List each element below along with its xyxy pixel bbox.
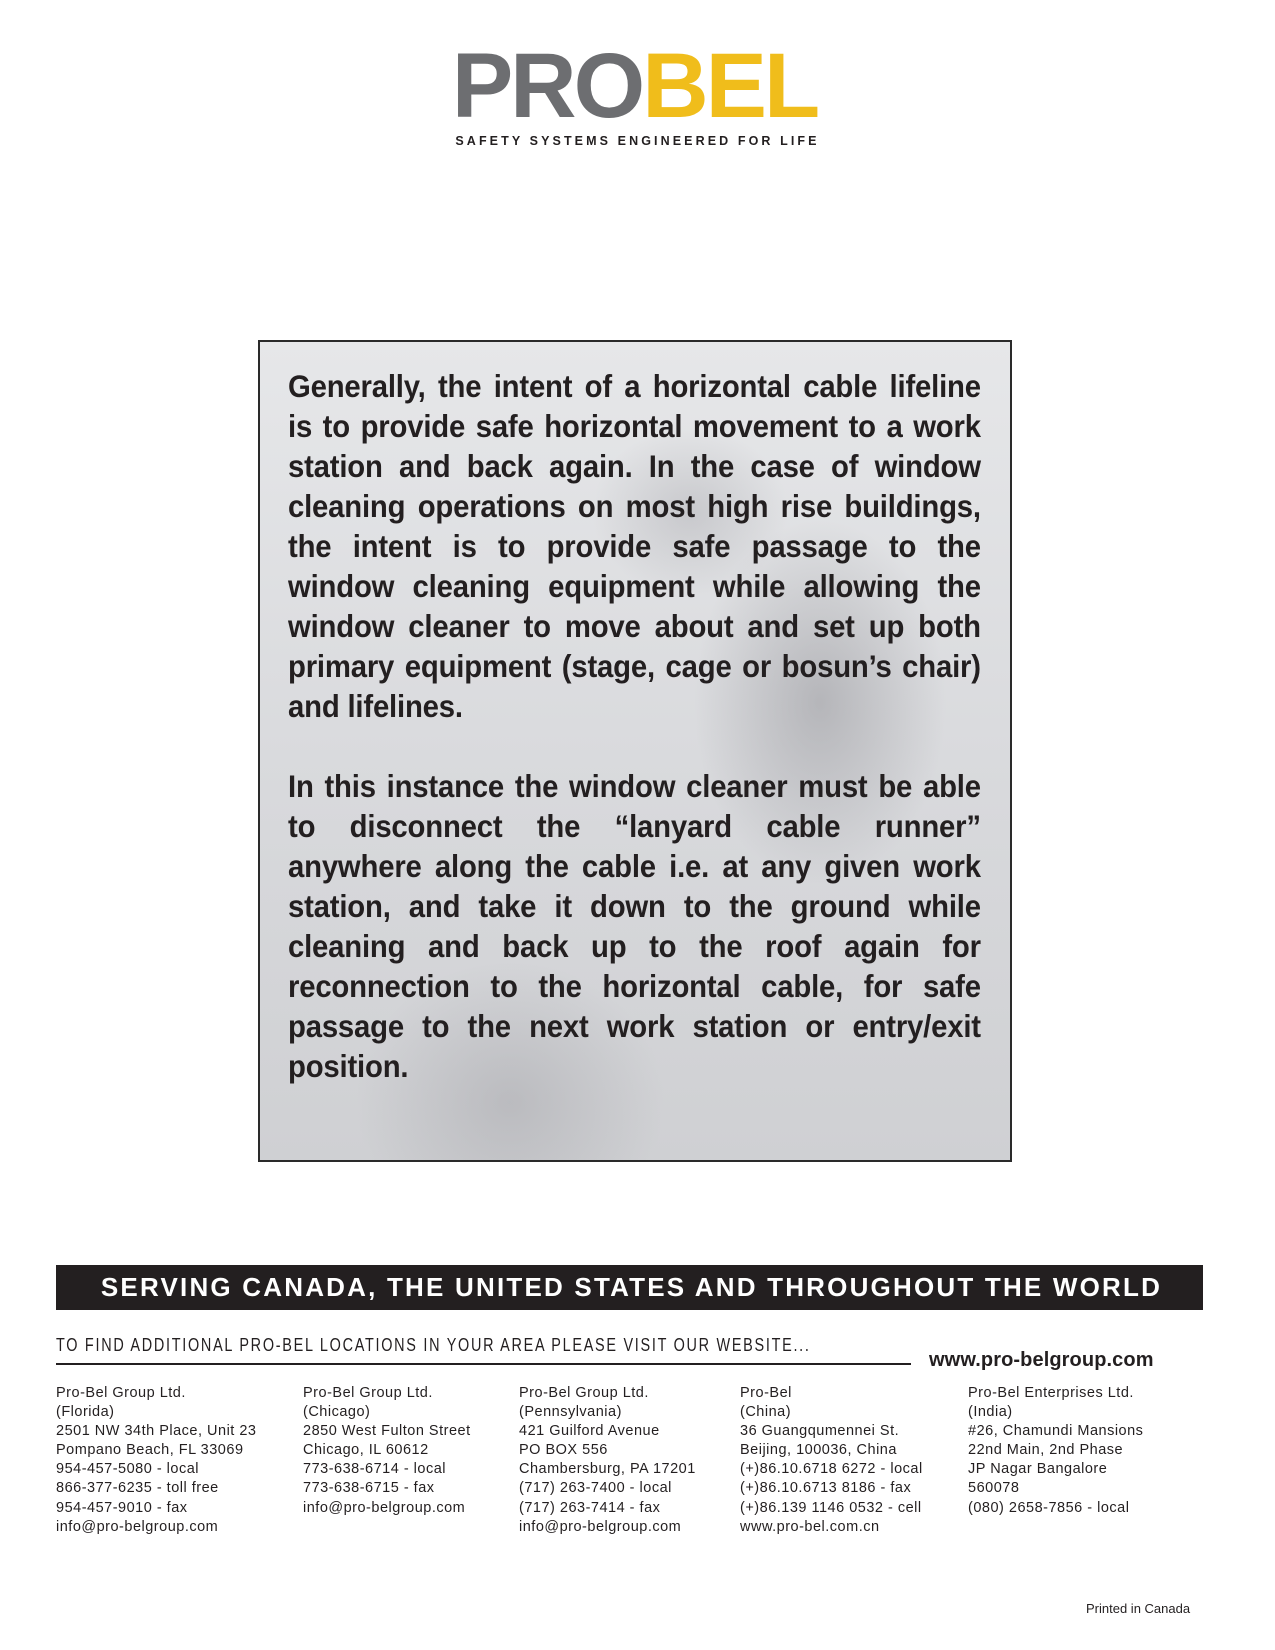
- office-line: 36 Guangqumennei St.: [740, 1423, 900, 1440]
- probel-logo: [0, 35, 1275, 137]
- office-line: 954-457-5080 - local: [56, 1461, 200, 1478]
- logo-bel: BEL: [642, 35, 818, 137]
- office-line: Chicago, IL 60612: [303, 1442, 429, 1459]
- office-line: Pro-Bel Group Ltd.: [56, 1385, 186, 1401]
- office-line: Pro-Bel Enterprises Ltd.: [968, 1385, 1134, 1401]
- office-chicago: [303, 1384, 471, 1518]
- paragraph-2: In this instance the window cleaner must be able to disconnect the “lanyard cable runner” anywhere along the cable i.e. at any given work station, and take it down to the ground while cleaning and back up to the roof again for reconnection to the horizontal cable, for safe passage to the next work station or entry/exit position.: [288, 768, 981, 1084]
- locator-text: TO FIND ADDITIONAL PRO-BEL LOCATIONS IN YOUR AREA PLEASE VISIT OUR WEBSITE...: [56, 1334, 811, 1355]
- office-line: 2850 West Fulton Street: [303, 1423, 471, 1440]
- office-line: Beijing, 100036, China: [740, 1442, 897, 1459]
- office-line: (China): [740, 1404, 792, 1421]
- office-email[interactable]: info@pro-belgroup.com: [519, 1518, 682, 1535]
- office-line: (+)86.10.6713 8186 - fax: [740, 1480, 912, 1497]
- office-line: (India): [968, 1404, 1013, 1421]
- office-line: (Pennsylvania): [519, 1404, 622, 1421]
- logo-pro: PRO: [451, 35, 643, 137]
- logo-wordmark: [451, 35, 818, 137]
- office-line: #26, Chamundi Mansions: [968, 1423, 1144, 1440]
- office-line: 954-457-9010 - fax: [56, 1499, 188, 1516]
- office-line: 22nd Main, 2nd Phase: [968, 1442, 1124, 1459]
- office-line: 773-638-6715 - fax: [303, 1480, 435, 1497]
- office-line: (+)86.10.6718 6272 - local: [740, 1461, 923, 1478]
- office-line: (Chicago): [303, 1404, 371, 1421]
- office-pennsylvania: [519, 1384, 696, 1537]
- serving-banner: SERVING CANADA, THE UNITED STATES AND THROUGHOUT THE WORLD: [56, 1265, 1203, 1310]
- office-email[interactable]: info@pro-belgroup.com: [303, 1499, 466, 1516]
- office-line: 2501 NW 34th Place, Unit 23: [56, 1423, 257, 1440]
- office-line: 421 Guilford Avenue: [519, 1423, 660, 1440]
- office-line: Pro-Bel: [740, 1385, 792, 1401]
- office-website[interactable]: www.pro-bel.com.cn: [740, 1518, 880, 1535]
- office-line: PO BOX 556: [519, 1442, 608, 1459]
- office-line: Pompano Beach, FL 33069: [56, 1442, 244, 1459]
- office-line: 773-638-6714 - local: [303, 1461, 447, 1478]
- office-email[interactable]: info@pro-belgroup.com: [56, 1518, 219, 1535]
- office-florida: [56, 1384, 257, 1537]
- website-link[interactable]: www.pro-belgroup.com: [929, 1349, 1154, 1371]
- office-line: Pro-Bel Group Ltd.: [519, 1385, 649, 1401]
- office-line: (717) 263-7400 - local: [519, 1480, 672, 1497]
- office-line: (080) 2658-7856 - local: [968, 1499, 1130, 1516]
- body-text: [288, 366, 981, 1126]
- office-line: 866-377-6235 - toll free: [56, 1480, 219, 1497]
- divider: [56, 1363, 911, 1365]
- office-line: (+)86.139 1146 0532 - cell: [740, 1499, 922, 1516]
- office-china: [740, 1384, 923, 1537]
- logo-tagline: SAFETY SYSTEMS ENGINEERED FOR LIFE: [455, 134, 820, 148]
- office-line: 560078: [968, 1480, 1020, 1497]
- office-line: Pro-Bel Group Ltd.: [303, 1385, 433, 1401]
- office-line: Chambersburg, PA 17201: [519, 1461, 696, 1478]
- office-line: JP Nagar Bangalore: [968, 1461, 1108, 1478]
- office-line: (717) 263-7414 - fax: [519, 1499, 661, 1516]
- office-line: (Florida): [56, 1404, 115, 1421]
- paragraph-1: Generally, the intent of a horizontal cable lifeline is to provide safe horizontal movement to a work station and back again. In the case of window cleaning operations on most high rise buildings, the intent is to provide safe passage to the window cleaning equipment while allowing the window cleaner to move about and set up both primary equipment (stage, cage or bosun’s chair) and lifelines.: [288, 368, 981, 724]
- printed-in-canada: Printed in Canada: [1086, 1601, 1191, 1616]
- content-box: [258, 340, 1012, 1162]
- office-india: [968, 1384, 1143, 1518]
